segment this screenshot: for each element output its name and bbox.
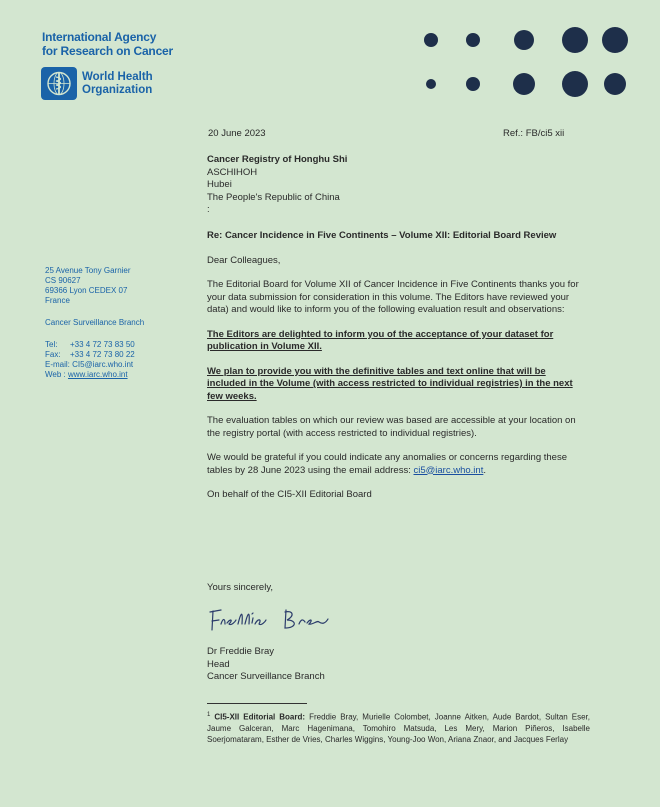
paragraph-text: We would be grateful if you could indicate any anomalies or concerns regarding these tables by 28 June 2023 using the email address: xyxy=(207,452,567,476)
address-line: 25 Avenue Tony Garnier xyxy=(45,266,131,275)
signer-block xyxy=(207,646,325,684)
footnote-divider xyxy=(207,703,307,704)
acceptance-notice: The Editors are delighted to inform you of the acceptance of your dataset for publication in Volume XII. xyxy=(207,328,554,352)
dot xyxy=(424,33,438,47)
dot xyxy=(562,27,588,53)
dot xyxy=(513,73,535,95)
dot xyxy=(466,77,480,91)
fax-label: Fax: xyxy=(45,350,61,359)
signer-name: Dr Freddie Bray xyxy=(207,646,275,657)
dot xyxy=(604,73,626,95)
fax-row xyxy=(45,350,175,360)
footnote-text: Freddie Bray, Murielle Colombet, Joanne Aitken, Aude Bardot, Sultan Eser, Jaume Galceran, Marc Hagenimana, Tomohiro Matsuda, Les Mery, Marion Piñeros, Isabelle Soerjomataram, Esther de Vries, Charles Wiggins, Young-Joo Won, Ariana Znaor, and Jacques Ferlay xyxy=(207,712,590,744)
recipient-address xyxy=(207,154,347,217)
email-link[interactable]: ci5@iarc.who.int xyxy=(413,464,484,476)
dot xyxy=(602,27,628,53)
signer-branch: Cancer Surveillance Branch xyxy=(207,671,325,682)
address-line: 69366 Lyon CEDEX 07 xyxy=(45,286,128,295)
email-line: E-mail: CI5@iarc.who.int xyxy=(45,360,134,369)
footnote-mark: 1 xyxy=(207,712,211,718)
who-line-1: World Health xyxy=(82,71,153,83)
dot xyxy=(466,33,480,47)
tel-value: +33 4 72 73 83 50 xyxy=(70,340,135,349)
tel-row xyxy=(45,340,175,350)
dot xyxy=(426,79,436,89)
who-emblem-icon xyxy=(41,67,77,100)
who-line-2: Organization xyxy=(82,83,153,96)
salutation: Dear Colleagues, xyxy=(207,254,281,266)
on-behalf-line: On behalf of the CI5-XII Editorial Board xyxy=(207,489,372,500)
plan-notice: We plan to provide you with the definitive tables and text online that will be included in the Volume (with access restricted to individual registries) in the next few weeks. xyxy=(207,365,573,402)
closing: Yours sincerely, xyxy=(207,582,274,593)
letter-date: 20 June 2023 xyxy=(208,128,266,139)
dot xyxy=(562,71,588,97)
recipient-line: Hubei xyxy=(207,179,232,190)
recipient-org: Cancer Registry of Honghu Shi xyxy=(207,154,348,165)
subject-line: Re: Cancer Incidence in Five Continents – Volume XII: Editorial Board Review xyxy=(207,230,557,241)
recipient-line: : xyxy=(207,204,210,215)
web-label: Web : xyxy=(45,370,68,379)
agency-line-2: for Research on Cancer xyxy=(42,44,173,58)
letter-reference: Ref.: FB/ci5 xii xyxy=(503,128,565,139)
iarc-logo-text xyxy=(42,30,202,58)
footnote-label: CI5-XII Editorial Board: xyxy=(214,712,306,722)
address-line: France xyxy=(45,296,70,305)
footnote xyxy=(207,710,590,745)
agency-line-1: International Agency xyxy=(42,30,157,44)
sender-sidebar xyxy=(45,266,175,380)
decorative-dots-icon xyxy=(420,22,630,102)
who-name xyxy=(82,71,182,96)
web-line xyxy=(45,370,175,380)
letter-body xyxy=(207,230,587,514)
dot xyxy=(514,30,534,50)
signer-title: Head xyxy=(207,658,230,670)
tel-label: Tel: xyxy=(45,340,58,349)
paragraph-end: . xyxy=(483,464,486,476)
web-link[interactable]: www.iarc.who.int xyxy=(67,370,128,379)
signature-icon xyxy=(207,602,332,638)
paragraph: The evaluation tables on which our review was based are accessible at your location on the registry portal (with access restricted to individual registries). xyxy=(207,415,576,439)
recipient-line: The People's Republic of China xyxy=(207,191,340,203)
paragraph: The Editorial Board for Volume XII of Cancer Incidence in Five Continents thanks you for your data submission for consideration in this volume. The Editors have reviewed your data) and would like to inform you of the following evaluation result and observations: xyxy=(207,279,579,315)
recipient-line: ASCHIHOH xyxy=(207,166,258,178)
paragraph-email xyxy=(207,452,587,477)
address-line: CS 90627 xyxy=(45,276,81,285)
branch-name: Cancer Surveillance Branch xyxy=(45,318,145,327)
fax-value: +33 4 72 73 80 22 xyxy=(70,350,135,359)
